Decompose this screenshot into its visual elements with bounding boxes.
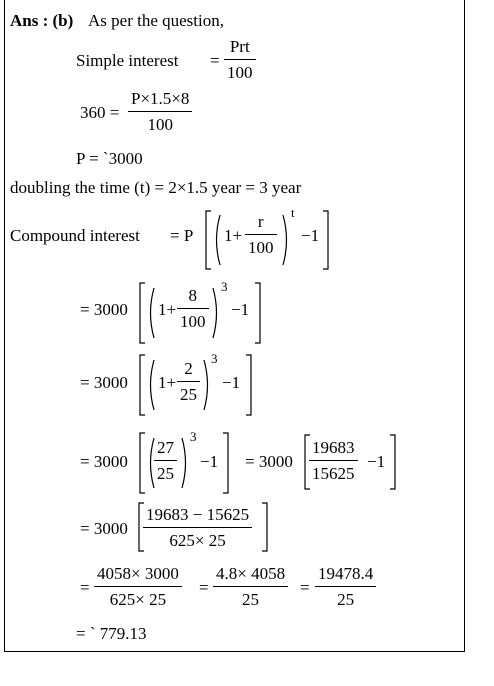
fraction-difference — [143, 506, 252, 549]
equals-3000: = 3000 — [80, 452, 128, 471]
square-bracket-left — [138, 354, 146, 416]
square-bracket-right — [261, 502, 269, 552]
one-plus: 1+ — [158, 300, 177, 319]
equals-sign: = — [80, 578, 90, 597]
numerator: r — [257, 212, 264, 231]
principal-result: P = `3000 — [76, 149, 143, 168]
paren-right — [212, 287, 220, 339]
denominator: 25 — [180, 385, 197, 404]
minus-one: −1 — [200, 452, 219, 471]
square-bracket-right — [222, 432, 230, 494]
exponent: 3 — [190, 429, 197, 444]
denominator: 625× 25 — [169, 531, 226, 550]
doubling-time-line: doubling the time (t) = 2×1.5 year = 3 year — [10, 178, 302, 197]
denominator: 100 — [147, 115, 173, 134]
square-bracket-right — [322, 210, 330, 270]
numerator: P×1.5×8 — [131, 89, 190, 108]
paren-left — [213, 214, 221, 266]
compound-interest-label: Compound interest — [10, 226, 140, 245]
numerator: 27 — [157, 438, 174, 457]
intro-text: As per the question, — [88, 11, 224, 30]
exponent: 3 — [211, 351, 218, 366]
paren-left — [147, 359, 155, 411]
equals-p: = P — [170, 226, 194, 245]
exponent: t — [291, 205, 295, 220]
numerator: 19683 − 15625 — [146, 505, 250, 524]
numerator: 8 — [188, 286, 197, 305]
paren-right — [282, 214, 290, 266]
fraction-r-over-100 — [245, 213, 277, 256]
square-bracket-left — [138, 282, 146, 344]
one-plus: 1+ — [158, 373, 177, 392]
denominator: 25 — [242, 590, 260, 609]
square-bracket-left — [138, 432, 146, 494]
denominator: 100 — [227, 63, 253, 82]
equals-3000: = 3000 — [80, 519, 128, 538]
fraction-2-over-25 — [177, 360, 200, 403]
frame-bottom-border — [4, 651, 465, 652]
paren-left — [147, 287, 155, 339]
minus-one: −1 — [231, 300, 250, 319]
final-answer: = ` 779.13 — [76, 624, 147, 643]
fraction-prt-over-100 — [224, 38, 256, 81]
denominator: 25 — [157, 464, 174, 483]
square-bracket-right — [245, 354, 253, 416]
one-plus: 1+ — [224, 226, 243, 245]
square-bracket-right — [254, 282, 262, 344]
frame-left-border — [4, 0, 5, 652]
fraction-19683-over-15625 — [309, 439, 358, 482]
simple-interest-label: Simple interest — [76, 51, 179, 70]
equals-3000: = 3000 — [80, 300, 128, 319]
square-bracket-right — [389, 434, 397, 490]
numerator: 4058× 3000 — [97, 564, 179, 583]
numerator: 19478.4 — [318, 564, 374, 583]
denominator: 25 — [337, 590, 355, 609]
denominator: 625× 25 — [109, 590, 167, 609]
exponent: 3 — [221, 279, 228, 294]
numerator: Prt — [229, 37, 250, 56]
denominator: 100 — [180, 312, 206, 331]
fraction-19478.4-over-25 — [315, 565, 376, 608]
fraction-8-over-100 — [177, 287, 209, 330]
fraction-principal-rate-time — [128, 90, 192, 133]
fraction-4.8x4058-over-25 — [213, 565, 288, 608]
denominator: 100 — [248, 238, 274, 257]
numerator: 19683 — [312, 438, 355, 457]
minus-one: −1 — [367, 452, 386, 471]
fraction-4058x3000-over-625x25 — [94, 565, 182, 608]
frame-right-border — [464, 0, 465, 652]
equals-sign: = — [199, 578, 209, 597]
equals-3000: = 3000 — [80, 373, 128, 392]
denominator: 15625 — [312, 464, 355, 483]
minus-one: −1 — [222, 373, 241, 392]
square-bracket-left — [204, 210, 212, 270]
paren-right — [203, 359, 211, 411]
numerator: 2 — [184, 359, 193, 378]
answer-label: Ans : (b) — [10, 11, 74, 30]
equation-lhs: 360 = — [80, 103, 120, 122]
paren-right — [181, 437, 189, 489]
numerator: 4.8× 4058 — [216, 564, 286, 583]
equals-sign: = — [210, 51, 220, 70]
fraction-27-over-25 — [154, 439, 177, 482]
minus-one: −1 — [301, 226, 320, 245]
equals-sign: = — [300, 578, 310, 597]
equals-3000-second: = 3000 — [245, 452, 293, 471]
